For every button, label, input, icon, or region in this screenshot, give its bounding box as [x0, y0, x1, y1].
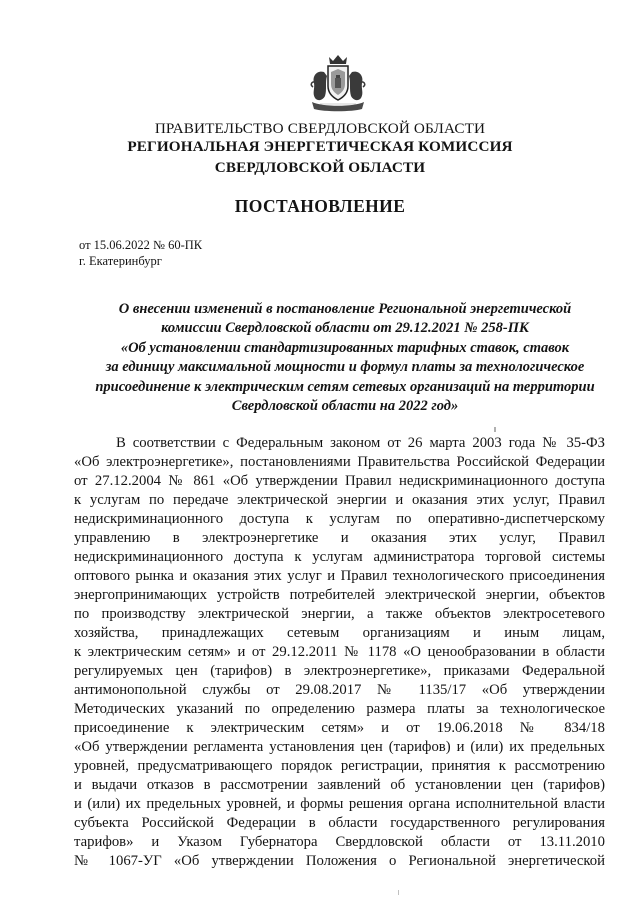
body-line: к электрическим сетям» и от 29.12.2011 № 1178 «О ценообразовании в области: [74, 644, 605, 660]
body-line: В соответствии с Федеральным законом от 26 марта 2003 года № 35-ФЗ: [116, 435, 605, 451]
coat-of-arms-emblem: [300, 52, 376, 114]
body-line: по производству электрической энергии, а также объектов электросетевого: [74, 606, 605, 622]
document-city: г. Екатеринбург: [79, 254, 162, 268]
subject-line: присоединение к электрическим сетям сетевых организаций на территории: [95, 378, 595, 395]
body-line: оптового рынка и оказания этих услуг и Правил технологического присоединения: [74, 568, 605, 584]
document-date-number: от 15.06.2022 № 60-ПК: [79, 238, 203, 252]
body-line: и (или) их предельных уровней, и формы решения органа исполнительной власти: [74, 796, 605, 812]
body-line: к услугам по передаче электрической энергии и оказания этих услуг, Правил: [74, 492, 605, 508]
body-line: уровней, предусматривающего порядок регистрации, принятия к рассмотрению: [74, 758, 605, 774]
org-name-line-1: ПРАВИТЕЛЬСТВО СВЕРДЛОВСКОЙ ОБЛАСТИ: [154, 120, 486, 137]
body-line: регулируемых цен (тарифов) в электроэнергетике», приказами Федеральной: [74, 663, 605, 679]
org-name-line-2: РЕГИОНАЛЬНАЯ ЭНЕРГЕТИЧЕСКАЯ КОМИССИЯ: [127, 138, 513, 155]
body-line: «Об утверждении регламента установления цен (тарифов) и (или) их предельных: [74, 739, 605, 755]
body-line: энергопринимающих устройств потребителей электрической энергии, объектов: [74, 587, 605, 603]
subject-line: комиссии Свердловской области от 29.12.2021 № 258-ПК: [161, 320, 529, 337]
body-line: тарифов» и Указом Губернатора Свердловской области от 13.11.2010: [74, 834, 605, 850]
document-title: ПОСТАНОВЛЕНИЕ: [234, 196, 406, 216]
document-subject: [0, 300, 640, 416]
body-line: № 1067-УГ «Об утверждении Положения о Региональной энергетической: [74, 853, 605, 869]
org-name-line-3: СВЕРДЛОВСКОЙ ОБЛАСТИ: [214, 159, 426, 176]
body-line: Методических указаний по определению размера платы за технологическое: [74, 701, 605, 717]
body-line: субъекта Российской Федерации в области государственного регулирования: [74, 815, 605, 831]
scan-speck: [494, 427, 496, 432]
subject-line: О внесении изменений в постановление Региональной энергетической: [118, 301, 572, 317]
body-line: от 27.12.2004 № 861 «Об утверждении Правил недискриминационного доступа: [74, 473, 605, 489]
body-line: присоединение к электрическим сетям» и от 19.06.2018 № 834/18: [74, 720, 605, 736]
body-line: антимонопольной службы от 29.08.2017 № 1135/17 «Об утверждении: [74, 682, 605, 698]
body-line: управлению в электроэнергетике и оказания этих услуг, Правил: [74, 530, 605, 546]
body-line: и выдачи отказов в рассмотрении заявлений об установлении цен (тарифов): [74, 777, 605, 793]
subject-line: «Об установлении стандартизированных тарифных ставок, ставок: [120, 339, 570, 356]
body-line: недискриминационного доступа к услугам по оперативно-диспетчерскому: [74, 511, 605, 527]
subject-line: за единицу максимальной мощности и формул платы за технологическое: [105, 359, 585, 376]
body-line: хозяйства, принадлежащих сетевым организациям и иным лицам,: [74, 625, 605, 641]
body-line: недискриминационного доступа к услугам администратора торговой системы: [74, 549, 605, 565]
body-line: «Об электроэнергетике», постановлениями Правительства Российской Федерации: [74, 454, 605, 470]
document-body-paragraph: [74, 434, 605, 871]
subject-line: Свердловской области на 2022 год»: [231, 398, 459, 415]
scan-speck: [398, 890, 399, 895]
